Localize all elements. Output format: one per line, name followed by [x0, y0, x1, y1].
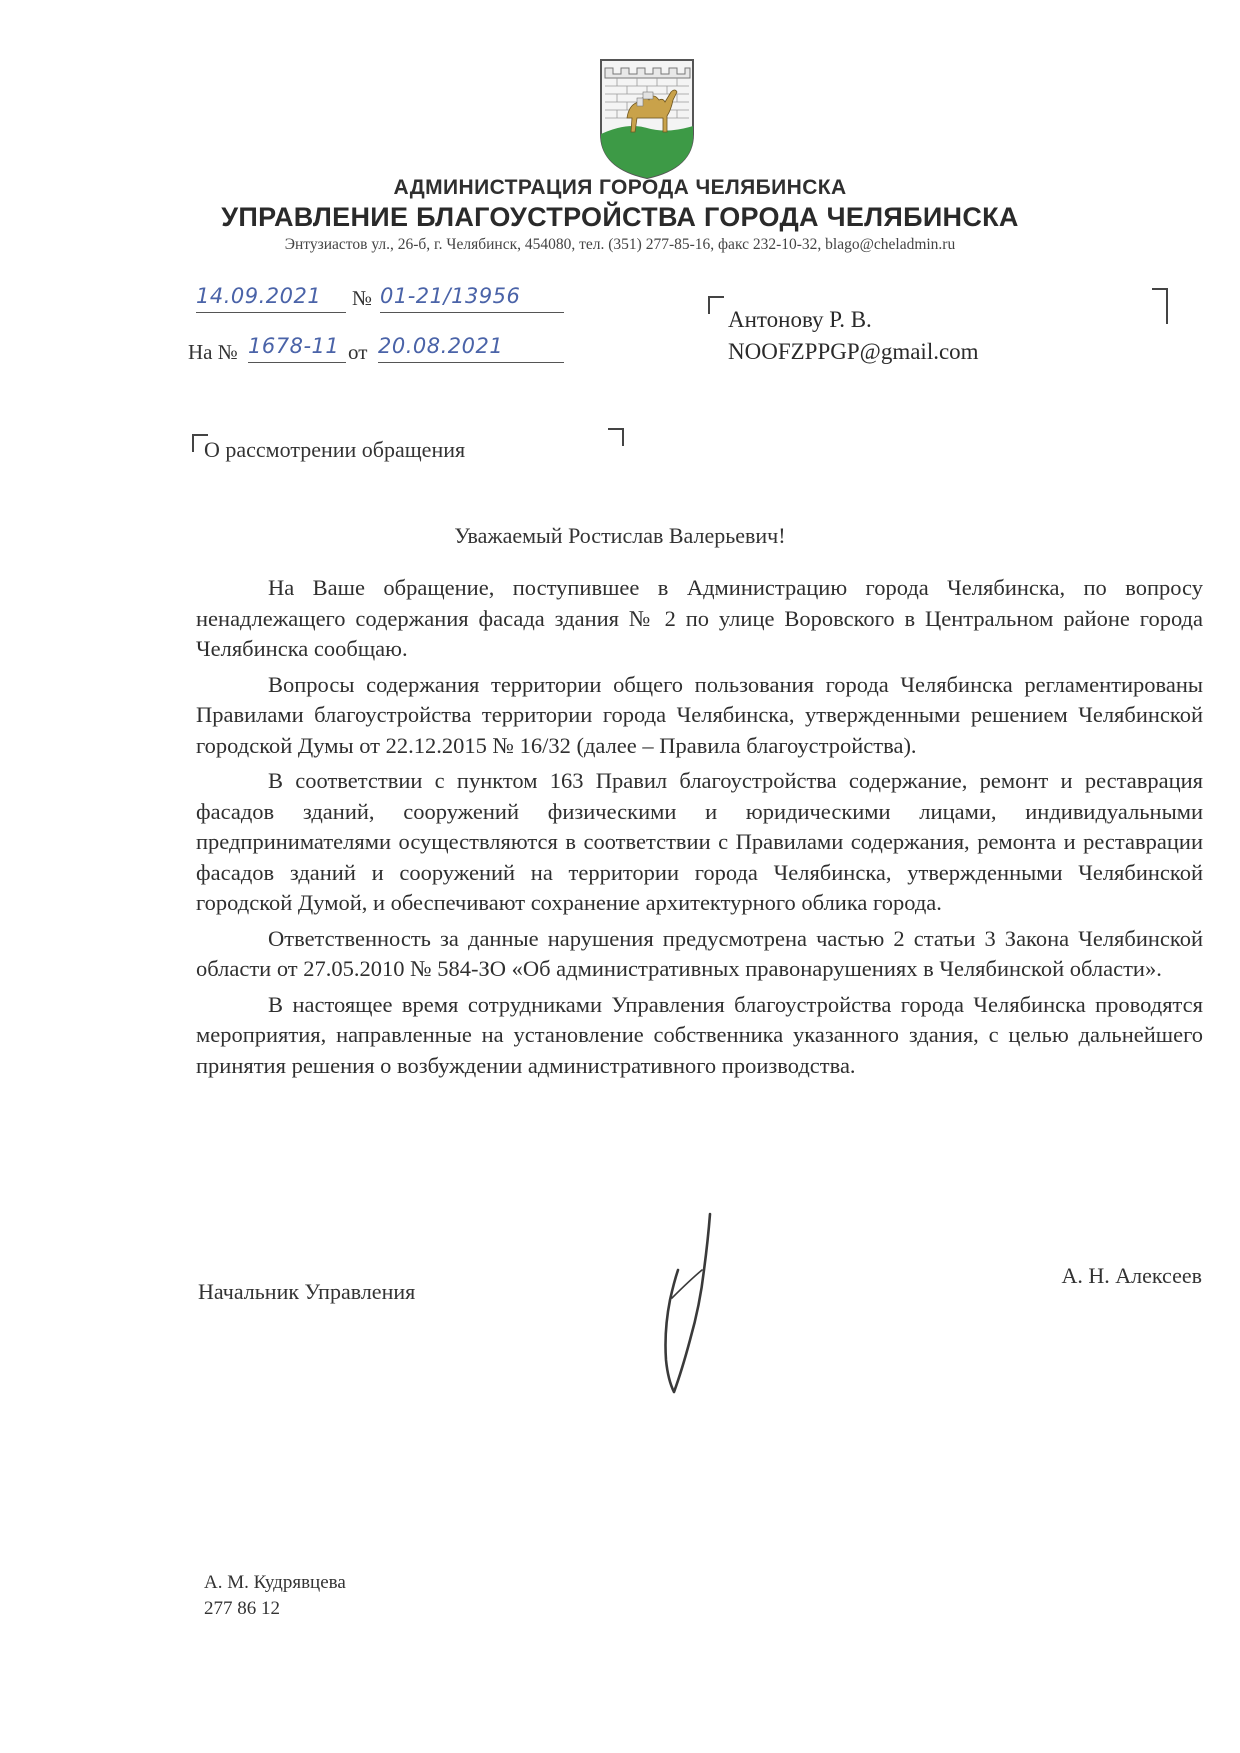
subject-corner-right	[608, 428, 624, 446]
outgoing-date: 14.09.2021	[196, 284, 322, 308]
body-paragraph: В соответствии с пунктом 163 Правил благоустройства содержание, ремонт и реставрация фасадов зданий, сооружений физическими и юридическими лицами, индивидуальными предпринимателями осуществляются в соответствии с Правилами содержания, ремонта и реставрации фасадов зданий и сооружений на территории города Челябинска, утвержденными Челябинской городской Думой, и обеспечивают сохранение архитектурного облика города.	[196, 768, 1203, 915]
reply-date: 20.08.2021	[378, 334, 504, 358]
reply-number-label: На №	[188, 340, 238, 364]
reply-date-field	[378, 334, 564, 363]
outgoing-number: 01-21/13956	[380, 284, 521, 308]
recipient-corner-left	[708, 296, 724, 314]
administration-title: АДМИНИСТРАЦИЯ ГОРОДА ЧЕЛЯБИНСКА	[393, 176, 847, 199]
executor-phone: 277 86 12	[204, 1598, 280, 1619]
recipient-name: Антонову Р. В.	[728, 307, 872, 332]
department-title: УПРАВЛЕНИЕ БЛАГОУСТРОЙСТВА ГОРОДА ЧЕЛЯБИНСКА	[221, 202, 1019, 232]
letter-subject: О рассмотрении обращения	[204, 437, 466, 462]
body-paragraph: Вопросы содержания территории общего пользования города Челябинска регламентированы Правилами благоустройства территории города Челябинска, утвержденными решением Челябинской городской Думы от 22.12.2015 № 16/32 (далее – Правила благоустройства).	[196, 671, 1203, 758]
executor-name: А. М. Кудрявцева	[204, 1572, 346, 1593]
reply-number: 1678-11	[248, 334, 340, 358]
outgoing-date-field	[196, 284, 346, 313]
recipient-block	[728, 304, 979, 368]
letter-body	[196, 573, 1203, 1086]
signatory-name: А. Н. Алексеев	[1061, 1263, 1202, 1288]
coat-of-arms-emblem	[597, 56, 697, 180]
reply-date-label: от	[348, 340, 368, 364]
department-address: Энтузиастов ул., 26-б, г. Челябинск, 454080, тел. (351) 277-85-16, факс 232-10-32, blago@cheladmin.ru	[284, 236, 956, 253]
body-paragraph: На Ваше обращение, поступившее в Администрацию города Челябинска, по вопросу ненадлежащего содержания фасада здания № 2 по улице Воровского в Центральном районе города Челябинска сообщаю.	[196, 575, 1203, 661]
body-paragraph: Ответственность за данные нарушения предусмотрена частью 2 статьи 3 Закона Челябинской области от 27.05.2010 № 584-ЗО «Об административных правонарушениях в Челябинской области».	[196, 925, 1203, 981]
handwritten-signature	[650, 1210, 730, 1400]
recipient-corner-right	[1152, 288, 1168, 324]
reply-number-field	[248, 334, 346, 363]
outgoing-number-label: №	[352, 286, 373, 310]
greeting: Уважаемый Ростислав Валерьевич!	[454, 523, 786, 548]
body-paragraph: В настоящее время сотрудниками Управления благоустройства города Челябинска проводятся мероприятия, направленные на установление собственника указанного здания, с целью дальнейшего принятия решения о возбуждении административного производства.	[196, 991, 1203, 1078]
recipient-email: NOOFZPPGP@gmail.com	[728, 339, 979, 364]
outgoing-number-field	[380, 284, 564, 313]
signatory-position: Начальник Управления	[198, 1279, 416, 1304]
executor-block	[204, 1570, 346, 1622]
